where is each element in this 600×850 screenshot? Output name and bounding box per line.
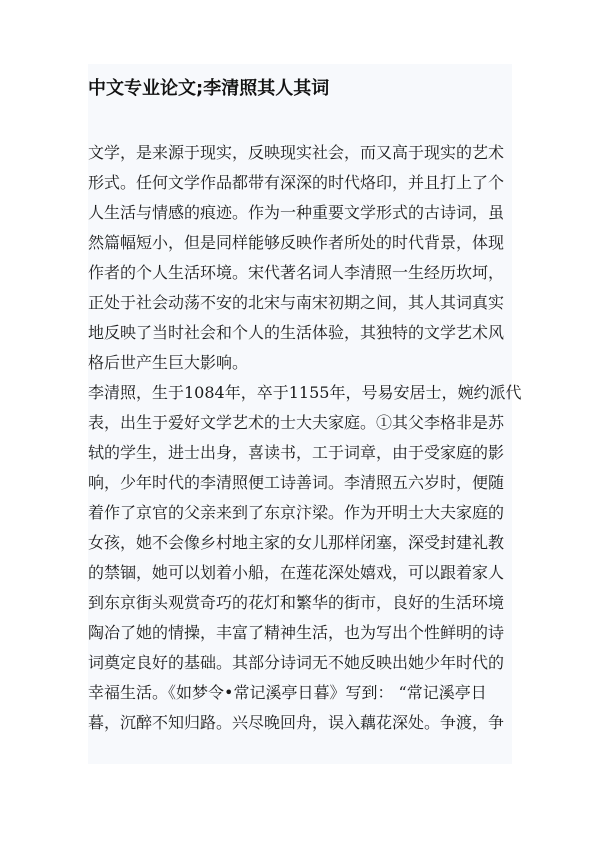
text-line: 地反映了当时社会和个人的生活体验，其独特的文学艺术风 [88, 323, 505, 342]
text-line: 格后世产生巨大影响。 [88, 353, 249, 372]
text-line: 响，少年时代的李清照便工诗善词。李清照五六岁时，便随 [88, 473, 505, 492]
text-line: 人生活与情感的痕迹。作为一种重要文学形式的古诗词，虽 [88, 203, 505, 222]
text-line: 正处于社会动荡不安的北宋与南宋初期之间，其人其词真实 [88, 293, 505, 312]
document-body [88, 138, 522, 738]
document-title: 中文专业论文;李清照其人其词 [88, 78, 330, 99]
text-line: 的禁锢，她可以划着小船，在莲花深处嬉戏，可以跟着家人 [88, 563, 505, 582]
text-line: 李清照，生于1084年，卒于1155年，号易安居士，婉约派代 [88, 383, 522, 402]
text-line: 轼的学生，进士出身，喜读书，工于词章，由于受家庭的影 [88, 443, 505, 462]
text-line: 词奠定良好的基础。其部分诗词无不她反映出她少年时代的 [88, 653, 505, 672]
text-line: 暮，沉醉不知归路。兴尽晚回舟，误入藕花深处。争渡，争 [88, 713, 505, 732]
text-line: 陶冶了她的情操，丰富了精神生活，也为写出个性鲜明的诗 [88, 623, 505, 642]
text-line: 到东京街头观赏奇巧的花灯和繁华的街市，良好的生活环境 [88, 593, 505, 612]
text-line: 文学，是来源于现实，反映现实社会，而又高于现实的艺术 [88, 143, 505, 162]
text-line: 表，出生于爱好文学艺术的士大夫家庭。①其父李格非是苏 [88, 413, 505, 432]
text-line: 作者的个人生活环境。宋代著名词人李清照一生经历坎坷， [88, 263, 505, 282]
text-line: 女孩，她不会像乡村地主家的女儿那样闭塞，深受封建礼教 [88, 533, 505, 552]
text-line: 着作了京官的父亲来到了东京汴梁。作为开明士大夫家庭的 [88, 503, 505, 522]
text-line: 幸福生活。《如梦令•常记溪亭日暮》写到： “常记溪亭日 [88, 683, 487, 702]
text-line: 形式。任何文学作品都带有深深的时代烙印，并且打上了个 [88, 173, 505, 192]
text-line: 然篇幅短小，但是同样能够反映作者所处的时代背景，体现 [88, 233, 505, 252]
